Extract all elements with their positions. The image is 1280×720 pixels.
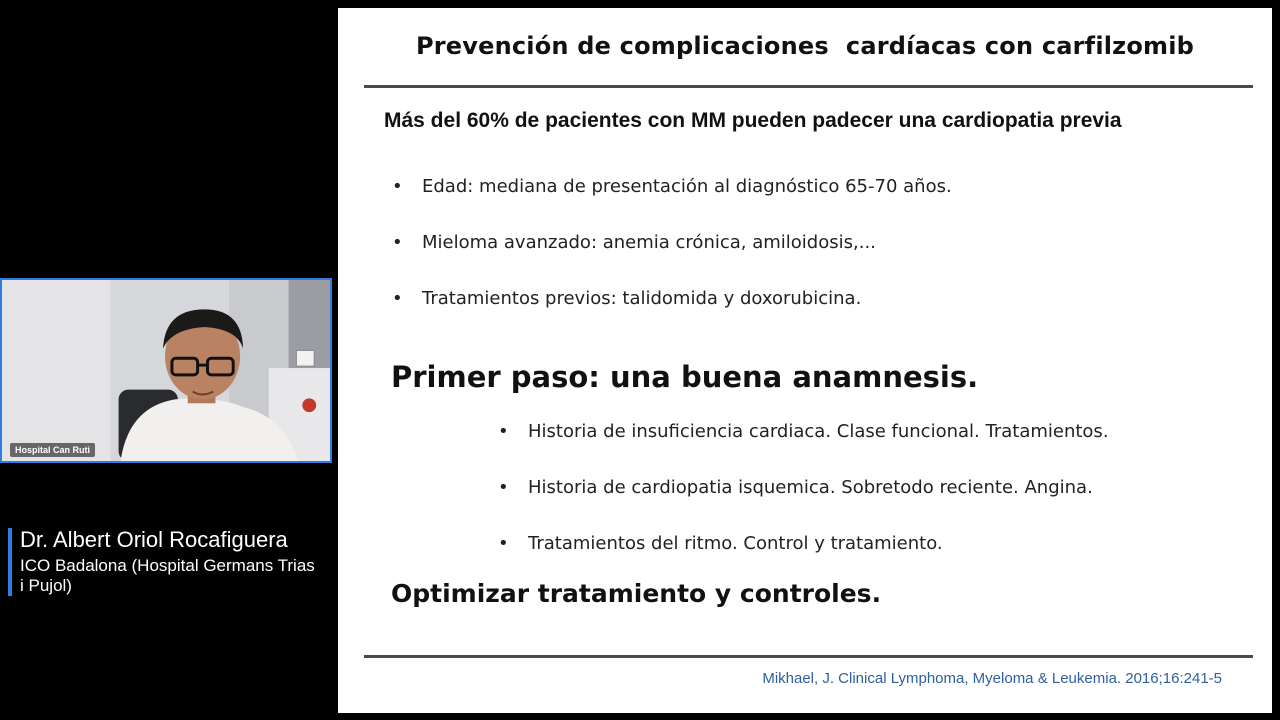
speaker-video-image	[2, 280, 330, 461]
presentation-slide	[338, 8, 1272, 713]
speaker-name: Dr. Albert Oriol Rocafiguera	[20, 527, 288, 552]
video-location-label: Hospital Can Ruti	[10, 443, 95, 457]
citation-reference: Mikhael, J. Clinical Lymphoma, Myeloma & Leukemia. 2016;16:241-5	[762, 670, 1222, 687]
title-divider	[364, 85, 1253, 88]
slide-title: Prevención de complicaciones cardíacas con carfilzomib	[415, 32, 1195, 60]
bullet-icon: •	[392, 232, 403, 253]
list-item-text: Historia de cardiopatia isquemica. Sobretodo reciente. Angina.	[528, 477, 1093, 498]
speaker-video[interactable]	[0, 278, 332, 463]
list-item-text: Tratamientos previos: talidomida y doxorubicina.	[422, 288, 862, 309]
speaker-card	[8, 528, 340, 596]
list-item-text: Mieloma avanzado: anemia crónica, amiloidosis,...	[422, 232, 876, 253]
list-item-text: Tratamientos del ritmo. Control y tratamiento.	[528, 533, 943, 554]
footer-divider	[364, 655, 1253, 658]
speaker-affiliation: ICO Badalona (Hospital Germans Trias i Pujol)	[20, 556, 315, 595]
list-item-text: Edad: mediana de presentación al diagnóstico 65-70 años.	[422, 176, 952, 197]
list-item-text: Historia de insuficiencia cardiaca. Clase funcional. Tratamientos.	[528, 421, 1109, 442]
section-heading-anamnesis: Primer paso: una buena anamnesis.	[391, 360, 979, 394]
section-heading-optimize: Optimizar tratamiento y controles.	[391, 579, 882, 608]
bullet-icon: •	[392, 176, 403, 197]
slide-subtitle: Más del 60% de pacientes con MM pueden padecer una cardiopatia previa	[384, 109, 1122, 132]
bullet-icon: •	[498, 533, 509, 554]
bullet-icon: •	[392, 288, 403, 309]
bullet-icon: •	[498, 421, 509, 442]
bullet-icon: •	[498, 477, 509, 498]
